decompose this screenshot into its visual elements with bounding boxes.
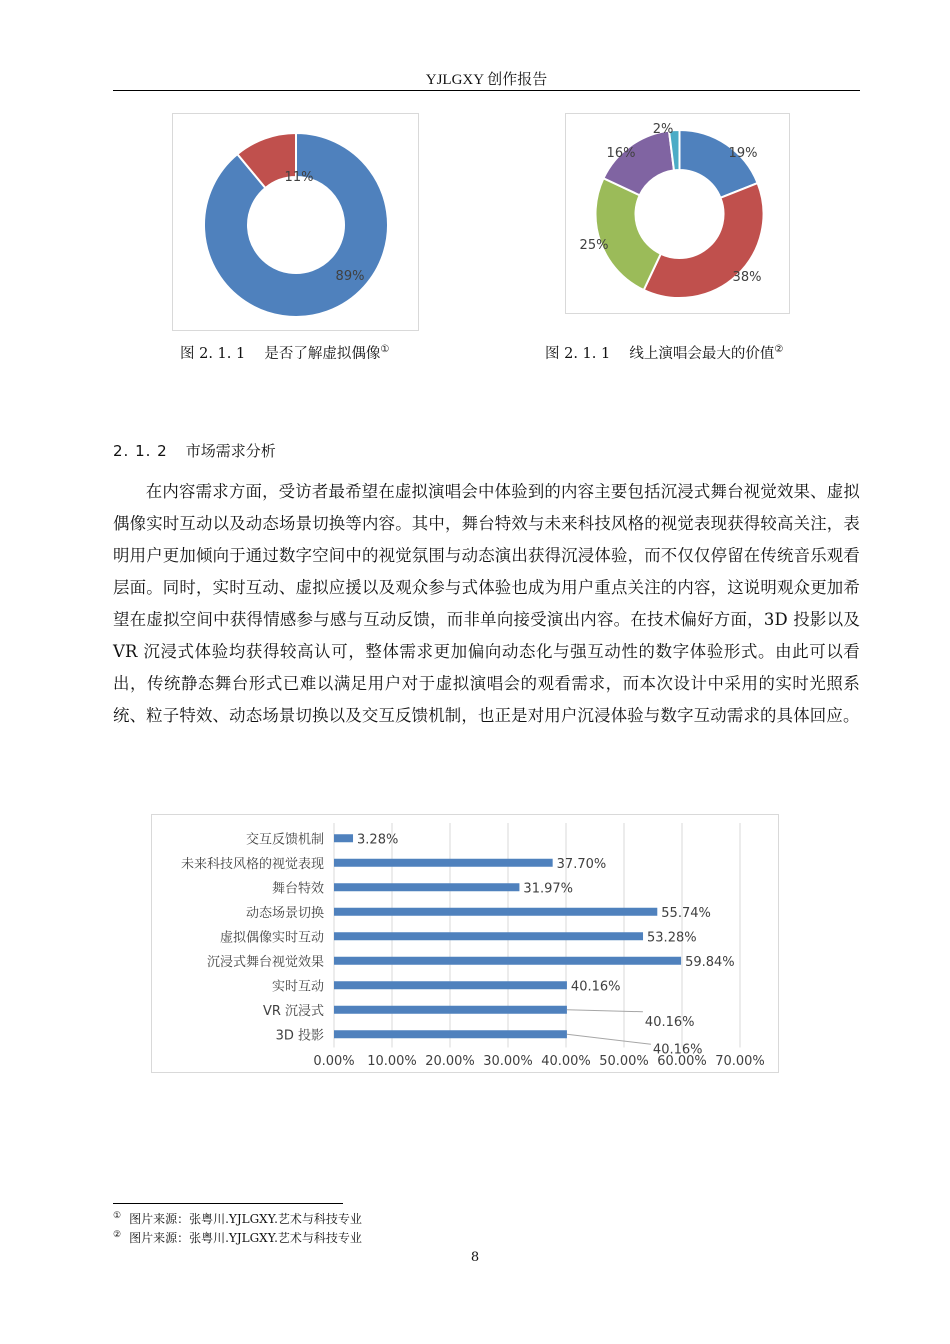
donut-chart-awareness-svg xyxy=(173,114,418,330)
donut2-label-4: 2% xyxy=(652,122,674,137)
figure-caption-2-text: 图 2. 1. 1 线上演唱会最大的价值 xyxy=(545,346,775,362)
bar-xtick-3: 30.00% xyxy=(483,1054,533,1069)
footnote-1-mark: ① xyxy=(113,1211,122,1221)
bar-2 xyxy=(334,883,519,891)
bar-category-8: 3D 投影 xyxy=(275,1028,324,1044)
donut2-slice-2 xyxy=(596,178,661,290)
bar-value-label-4: 53.28% xyxy=(647,930,697,946)
bar-xtick-6: 60.00% xyxy=(657,1054,707,1069)
bar-value-label-5: 59.84% xyxy=(685,954,735,970)
figure-caption-1 xyxy=(180,342,389,363)
bar-xtick-5: 50.00% xyxy=(599,1054,649,1069)
donut-chart-value-svg xyxy=(566,114,789,313)
bar-category-2: 舞台特效 xyxy=(271,881,324,897)
bar-category-0: 交互反馈机制 xyxy=(245,832,324,848)
bar-category-3: 动态场景切换 xyxy=(245,905,324,921)
bar-3 xyxy=(334,908,657,916)
bar-value-label-1: 37.70% xyxy=(556,856,607,872)
bar-category-1: 未来科技风格的视觉表现 xyxy=(180,856,324,872)
header-divider xyxy=(113,90,860,91)
figure-caption-1-note: ① xyxy=(380,344,390,356)
figure-caption-2-note: ② xyxy=(774,344,784,356)
bar-value-label-7: 40.16% xyxy=(644,1014,695,1030)
bar-category-5: 沉浸式舞台视觉效果 xyxy=(206,954,324,970)
donut2-label-3: 16% xyxy=(606,146,636,161)
footnote-2 xyxy=(113,1229,362,1246)
bar-0 xyxy=(334,834,353,842)
bar-chart-demand-svg xyxy=(152,815,778,1072)
donut2-label-2: 25% xyxy=(579,238,609,253)
donut2-label-0: 19% xyxy=(728,146,758,161)
donut-chart-awareness xyxy=(172,113,419,331)
bar-xtick-4: 40.00% xyxy=(541,1054,591,1069)
section-number: 2. 1. 2 xyxy=(113,442,168,460)
footnote-2-mark: ② xyxy=(113,1230,122,1240)
donut2-label-1: 38% xyxy=(732,270,762,285)
body-paragraph: 在内容需求方面，受访者最希望在虚拟演唱会中体验到的内容主要包括沉浸式舞台视觉效果、虚拟偶像实时互动以及动态场景切换等内容。其中，舞台特效与未来科技风格的视觉表现获得较高关注，表明用户更加倾向于通过数字空间中的视觉氛围与动态演出获得沉浸体验，而不仅仅停留在传统音乐观看层面。同时，实时互动、虚拟应援以及观众参与式体验也成为用户重点关注的内容，这说明观众更加希望在虚拟空间中获得情感参与感与互动反馈，而非单向接受演出内容。在技术偏好方面，3D 投影以及 VR 沉浸式体验均获得较高认可，整体需求更加偏向动态化与强互动性的数字体验形式。由此可以看出，传统静态舞台形式已难以满足用户对于虚拟演唱会的观看需求，而本次设计中采用的实时光照系统、粒子特效、动态场景切换以及交互反馈机制，也正是对用户沉浸体验与数字互动需求的具体回应。 xyxy=(113,482,860,725)
bar-leader-8 xyxy=(567,1034,651,1044)
bar-value-label-3: 55.74% xyxy=(661,905,711,921)
bar-1 xyxy=(334,859,553,867)
bar-leader-7 xyxy=(567,1010,643,1012)
bar-7 xyxy=(334,1006,567,1014)
bar-category-6: 实时互动 xyxy=(271,979,324,995)
section-heading xyxy=(113,440,276,461)
footnote-1-text: 图片来源：张粤川.YJLGXY.艺术与科技专业 xyxy=(129,1212,362,1226)
page-header: YJLGXY 创作报告 xyxy=(425,72,548,88)
bar-xtick-2: 20.00% xyxy=(425,1054,475,1069)
bar-6 xyxy=(334,981,567,989)
figure-caption-2 xyxy=(545,342,783,363)
footnote-1 xyxy=(113,1210,362,1227)
footnote-2-text: 图片来源：张粤川.YJLGXY.艺术与科技专业 xyxy=(129,1231,362,1245)
donut1-label-1: 11% xyxy=(284,170,314,185)
bar-8 xyxy=(334,1030,567,1038)
bar-category-7: VR 沉浸式 xyxy=(262,1003,324,1019)
section-title: 市场需求分析 xyxy=(185,442,276,460)
bar-value-label-2: 31.97% xyxy=(523,881,574,897)
bar-5 xyxy=(334,957,681,965)
footnote-divider xyxy=(113,1203,343,1204)
bar-xtick-1: 10.00% xyxy=(367,1054,417,1069)
figure-caption-1-text: 图 2. 1. 1 是否了解虚拟偶像 xyxy=(180,346,381,362)
bar-category-4: 虚拟偶像实时互动 xyxy=(219,930,324,946)
bar-value-label-0: 3.28% xyxy=(357,832,399,848)
bar-4 xyxy=(334,932,643,940)
bar-xtick-0: 0.00% xyxy=(313,1054,355,1069)
bar-value-label-8: 40.16% xyxy=(652,1042,703,1058)
bar-value-label-6: 40.16% xyxy=(570,979,621,995)
bar-xtick-7: 70.00% xyxy=(715,1054,765,1069)
bar-chart-demand xyxy=(151,814,779,1073)
page-number: 8 xyxy=(470,1250,480,1265)
donut-chart-value xyxy=(565,113,790,314)
donut1-label-0: 89% xyxy=(335,269,365,284)
